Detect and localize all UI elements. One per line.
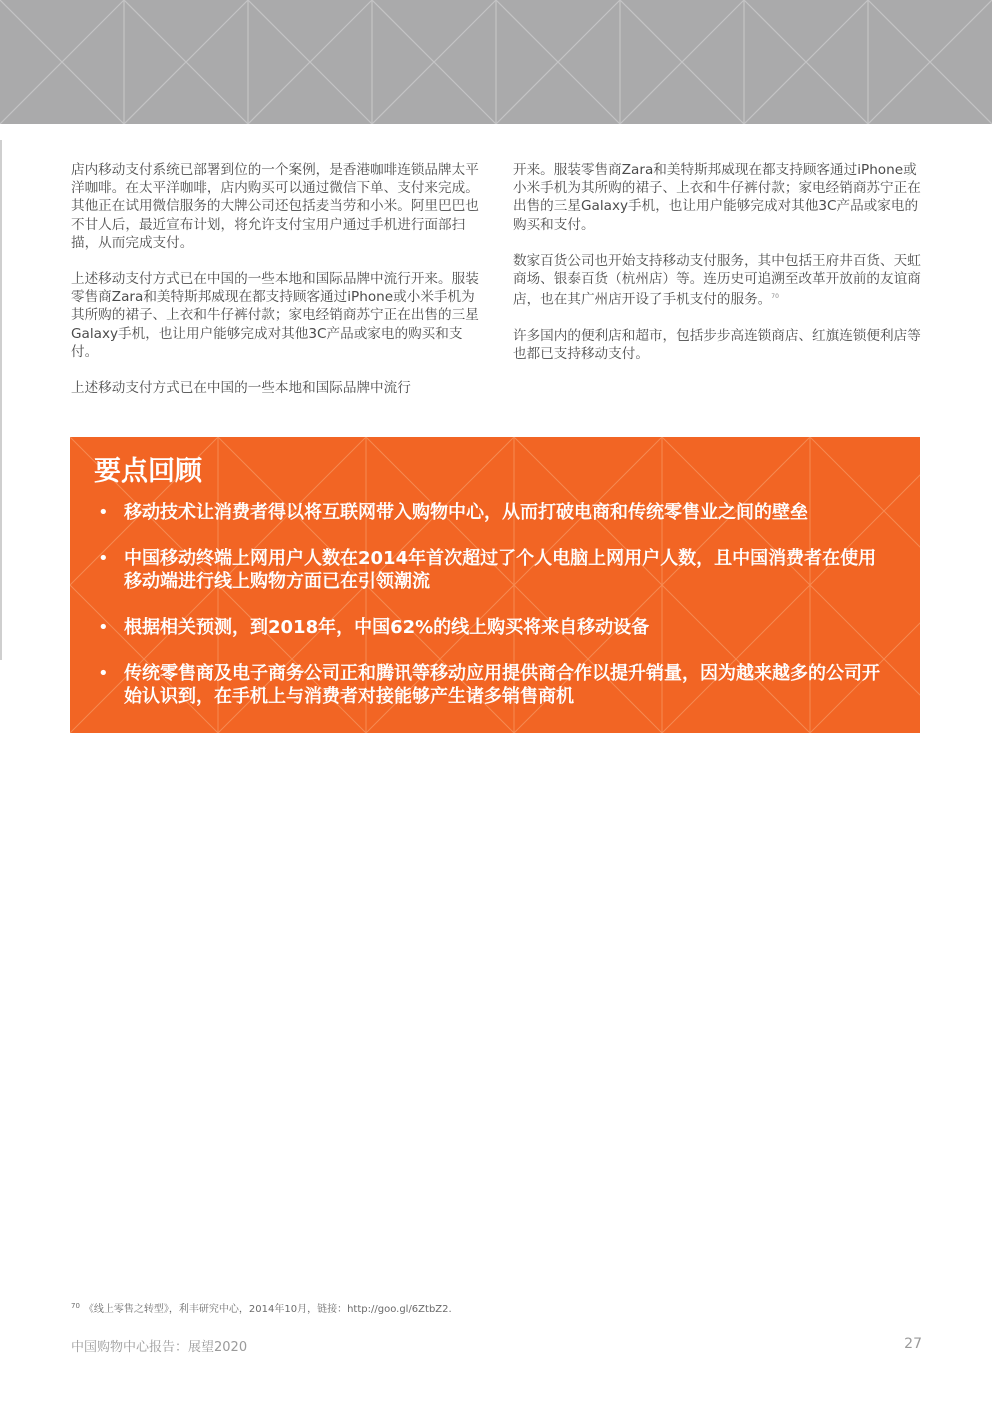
left-paragraph-1: 店内移动支付系统已部署到位的一个案例，是香港咖啡连锁品牌太平洋咖啡。在太平洋咖啡，店内购买可以通过微信下单、支付来完成。其他正在试用微信服务的大牌公司还包括麦当劳和小米。阿里巴巴也不甘人后，最近宣布计划，将允许支付宝用户通过手机进行面部扫描，从而完成支付。 xyxy=(71,162,479,251)
takeaway-text: 移动技术让消费者得以将互联网带入购物中心，从而打破电商和传统零售业之间的壁垒 xyxy=(124,502,808,523)
takeaway-text: 根据相关预测，到2018年，中国62%的线上购买将来自移动设备 xyxy=(124,617,650,638)
left-margin-rule xyxy=(0,140,2,660)
bullet-icon: • xyxy=(98,548,109,569)
key-takeaways-title: 要点回顾 xyxy=(94,456,202,487)
footnote-reference[interactable]: 70 xyxy=(771,293,779,301)
footnote xyxy=(71,1300,452,1315)
left-paragraph-3: 上述移动支付方式已在中国的一些本地和国际品牌中流行 xyxy=(71,380,411,397)
footnote-text[interactable]: 《线上零售之转型》，利丰研究中心，2014年10月，链接：http://goo.gl/6ZtbZ2. xyxy=(83,1304,452,1315)
left-text-column xyxy=(71,161,483,415)
right-paragraph-2-text: 数家百货公司也开始支持移动支付服务，其中包括王府井百货、天虹商场、银泰百货（杭州店）等。连历史可追溯至改革开放前的友谊商店，也在其广州店开设了手机支付的服务。 xyxy=(513,252,921,308)
key-takeaways-list xyxy=(94,501,894,731)
left-paragraph-2: 上述移动支付方式已在中国的一些本地和国际品牌中流行开来。服装零售商Zara和美特斯邦威现在都支持顾客通过iPhone或小米手机为其所购的裙子、上衣和牛仔裤付款；家电经销商苏宁正在出售的三星Galaxy手机，也让用户能够完成对其他3C产品或家电的购买和支付。 xyxy=(71,271,479,360)
right-paragraph-2 xyxy=(513,252,923,309)
takeaway-item xyxy=(94,501,894,524)
takeaway-item xyxy=(94,662,894,708)
bullet-icon: • xyxy=(98,617,109,638)
bullet-icon: • xyxy=(98,663,109,684)
takeaway-text: 中国移动终端上网用户人数在2014年首次超过了个人电脑上网用户人数，且中国消费者在使用移动端进行线上购物方面已在引领潮流 xyxy=(124,548,877,592)
footnote-number: 70 xyxy=(71,1301,80,1310)
bullet-icon: • xyxy=(98,502,109,523)
page-number: 27 xyxy=(904,1336,922,1352)
key-takeaways-box xyxy=(70,437,920,733)
takeaway-item xyxy=(94,616,894,639)
right-paragraph-3: 许多国内的便利店和超市，包括步步高连锁商店、红旗连锁便利店等也都已支持移动支付。 xyxy=(513,327,921,363)
takeaway-item xyxy=(94,547,894,593)
top-banner xyxy=(0,0,992,124)
footer-report-title: 中国购物中心报告：展望2020 xyxy=(71,1340,248,1355)
right-text-column xyxy=(513,161,923,381)
takeaway-text: 传统零售商及电子商务公司正和腾讯等移动应用提供商合作以提升销量，因为越来越多的公司开始认识到，在手机上与消费者对接能够产生诸多销售商机 xyxy=(124,663,880,707)
banner-pattern xyxy=(0,0,992,124)
right-paragraph-1: 开来。服装零售商Zara和美特斯邦威现在都支持顾客通过iPhone或小米手机为其所购的裙子、上衣和牛仔裤付款；家电经销商苏宁正在出售的三星Galaxy手机，也让用户能够完成对其他3C产品或家电的购买和支付。 xyxy=(513,162,921,233)
